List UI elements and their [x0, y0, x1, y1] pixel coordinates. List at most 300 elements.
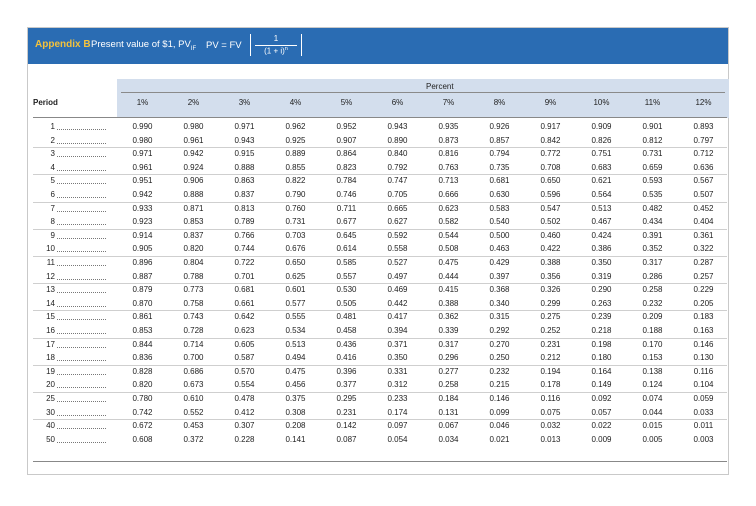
value-cell: 0.844	[132, 339, 153, 349]
value-cell: 0.116	[693, 366, 714, 376]
value-cell: 0.469	[387, 285, 408, 295]
period-number: 5	[50, 176, 55, 186]
value-cell: 0.057	[591, 407, 612, 417]
value-cell: 0.394	[387, 326, 408, 335]
value-cell: 0.475	[285, 366, 306, 376]
value-cell: 0.645	[336, 230, 357, 240]
value-cell: 0.067	[438, 421, 459, 431]
value-cell: 0.508	[438, 244, 459, 254]
leader-dots	[57, 224, 106, 225]
value-cell: 0.784	[336, 176, 357, 186]
value-cell: 0.870	[132, 298, 153, 308]
value-cell: 0.924	[183, 162, 204, 172]
period-number: 8	[50, 217, 55, 227]
value-cell: 0.823	[336, 162, 357, 172]
leader-dots	[57, 387, 106, 388]
value-cell: 0.661	[234, 298, 255, 308]
column-header-rate: 7%	[442, 98, 455, 107]
value-cell: 0.864	[336, 149, 357, 159]
column-header-rate: 3%	[238, 98, 251, 107]
table-row	[28, 204, 728, 218]
value-cell: 0.855	[285, 162, 306, 172]
value-cell: 0.180	[591, 353, 612, 363]
value-cell: 0.582	[438, 217, 459, 227]
leader-dots	[57, 170, 106, 171]
value-cell: 0.005	[642, 434, 663, 444]
period-number: 3	[50, 149, 55, 159]
value-cell: 0.142	[336, 421, 357, 431]
column-header-rate: 11%	[644, 98, 661, 107]
value-cell: 0.971	[132, 149, 153, 159]
row-group-divider	[33, 338, 727, 339]
value-cell: 0.570	[234, 366, 255, 376]
value-cell: 0.034	[438, 434, 459, 444]
value-cell: 0.686	[183, 366, 204, 376]
value-cell: 0.772	[540, 149, 561, 159]
value-cell: 0.317	[438, 339, 459, 349]
value-cell: 0.292	[489, 326, 510, 335]
value-cell: 0.054	[387, 434, 408, 444]
value-cell: 0.194	[540, 366, 561, 376]
leader-dots	[57, 360, 106, 361]
value-cell: 0.452	[693, 203, 714, 213]
value-cell: 0.608	[132, 434, 153, 444]
value-cell: 0.218	[591, 326, 612, 335]
value-cell: 0.961	[183, 135, 204, 145]
value-cell: 0.577	[285, 298, 306, 308]
period-number: 25	[46, 394, 55, 403]
value-cell: 0.146	[693, 339, 714, 349]
leader-dots	[57, 238, 106, 239]
period-number: 14	[46, 298, 55, 308]
value-cell: 0.388	[540, 258, 561, 267]
value-cell: 0.812	[642, 135, 663, 145]
value-cell: 0.925	[285, 135, 306, 145]
value-cell: 0.554	[234, 380, 255, 390]
value-cell: 0.742	[132, 407, 153, 417]
period-cell	[33, 176, 106, 189]
formula-denominator-base: (1 + i)	[264, 46, 285, 56]
appendix-table-card	[27, 27, 729, 475]
value-cell: 0.766	[234, 230, 255, 240]
value-cell: 0.873	[438, 135, 459, 145]
value-cell: 0.703	[285, 230, 306, 240]
table-row	[28, 340, 728, 354]
value-cell: 0.372	[183, 434, 204, 444]
value-cell: 0.758	[183, 298, 204, 308]
value-cell: 0.368	[489, 285, 510, 295]
value-cell: 0.295	[336, 394, 357, 403]
value-cell: 0.914	[132, 230, 153, 240]
value-cell: 0.547	[540, 203, 561, 213]
period-number: 2	[50, 135, 55, 145]
value-cell: 0.952	[336, 122, 357, 131]
value-cell: 0.820	[132, 380, 153, 390]
value-cell: 0.231	[540, 339, 561, 349]
value-cell: 0.879	[132, 285, 153, 295]
row-group-divider	[33, 283, 727, 284]
period-cell	[33, 312, 106, 325]
percent-group-label: Percent	[426, 82, 454, 91]
percent-underline	[121, 92, 725, 93]
leader-dots	[57, 156, 106, 157]
value-cell: 0.131	[438, 407, 459, 417]
row-group-divider	[33, 365, 727, 366]
period-number: 50	[46, 434, 55, 444]
value-cell: 0.564	[591, 190, 612, 199]
table-row	[28, 258, 728, 272]
value-cell: 0.751	[591, 149, 612, 159]
value-cell: 0.209	[642, 312, 663, 322]
value-cell: 0.887	[132, 271, 153, 281]
leader-dots	[57, 197, 106, 198]
value-cell: 0.339	[438, 326, 459, 335]
value-cell: 0.396	[336, 366, 357, 376]
value-cell: 0.731	[642, 149, 663, 159]
value-cell: 0.630	[489, 190, 510, 199]
value-cell: 0.463	[489, 244, 510, 254]
period-number: 10	[46, 244, 55, 254]
period-cell	[33, 421, 106, 434]
value-cell: 0.307	[234, 421, 255, 431]
value-cell: 0.164	[591, 366, 612, 376]
column-header-rate: 9%	[544, 98, 557, 107]
appendix-header-bar	[28, 28, 728, 64]
value-cell: 0.350	[591, 258, 612, 267]
value-cell: 0.003	[693, 434, 714, 444]
value-cell: 0.149	[591, 380, 612, 390]
value-cell: 0.792	[387, 162, 408, 172]
row-group-divider	[33, 419, 727, 420]
formula-exponent: n	[284, 46, 288, 52]
column-header-rate: 10%	[593, 98, 610, 107]
leader-dots	[57, 211, 106, 212]
value-cell: 0.424	[591, 230, 612, 240]
value-cell: 0.290	[591, 285, 612, 295]
value-cell: 0.593	[642, 176, 663, 186]
value-cell: 0.087	[336, 434, 357, 444]
period-number: 30	[46, 407, 55, 417]
table-bottom-rule	[33, 461, 727, 462]
value-cell: 0.009	[591, 434, 612, 444]
table-row	[28, 435, 728, 449]
value-cell: 0.478	[234, 394, 255, 403]
value-cell: 0.453	[183, 421, 204, 431]
value-cell: 0.861	[132, 312, 153, 322]
period-cell	[33, 394, 106, 407]
value-cell: 0.601	[285, 285, 306, 295]
value-cell: 0.130	[693, 353, 714, 363]
leader-dots	[57, 428, 106, 429]
value-cell: 0.623	[438, 203, 459, 213]
value-cell: 0.467	[591, 217, 612, 227]
value-cell: 0.788	[183, 271, 204, 281]
value-cell: 0.681	[234, 285, 255, 295]
value-cell: 0.124	[642, 380, 663, 390]
value-cell: 0.943	[387, 122, 408, 131]
value-cell: 0.233	[387, 394, 408, 403]
value-cell: 0.287	[693, 258, 714, 267]
column-header-rate: 5%	[340, 98, 353, 107]
appendix-label: Appendix B	[35, 39, 91, 50]
leader-dots	[57, 442, 106, 443]
value-cell: 0.239	[591, 312, 612, 322]
value-cell: 0.397	[489, 271, 510, 281]
value-cell: 0.296	[438, 353, 459, 363]
value-cell: 0.650	[285, 258, 306, 267]
leader-dots	[57, 415, 106, 416]
value-cell: 0.676	[285, 244, 306, 254]
value-cell: 0.442	[387, 298, 408, 308]
value-cell: 0.059	[693, 394, 714, 403]
value-cell: 0.942	[183, 149, 204, 159]
value-cell: 0.804	[183, 258, 204, 267]
value-cell: 0.212	[540, 353, 561, 363]
value-cell: 0.513	[285, 339, 306, 349]
value-cell: 0.605	[234, 339, 255, 349]
table-row	[28, 149, 728, 163]
value-cell: 0.711	[336, 203, 357, 213]
value-cell: 0.099	[489, 407, 510, 417]
period-cell	[33, 340, 106, 353]
value-cell: 0.415	[438, 285, 459, 295]
value-cell: 0.481	[336, 312, 357, 322]
value-cell: 0.252	[540, 326, 561, 335]
row-group-divider	[33, 310, 727, 311]
period-number: 20	[46, 380, 55, 390]
leader-dots	[57, 292, 106, 293]
value-cell: 0.527	[387, 258, 408, 267]
value-cell: 0.361	[693, 230, 714, 240]
value-cell: 0.228	[234, 434, 255, 444]
column-header-rate: 12%	[695, 98, 712, 107]
value-cell: 0.513	[591, 203, 612, 213]
value-cell: 0.315	[489, 312, 510, 322]
value-cell: 0.275	[540, 312, 561, 322]
period-number: 16	[46, 326, 55, 335]
value-cell: 0.116	[540, 394, 561, 403]
value-cell: 0.901	[642, 122, 663, 131]
value-cell: 0.530	[336, 285, 357, 295]
value-cell: 0.558	[387, 244, 408, 254]
value-cell: 0.482	[642, 203, 663, 213]
row-group-divider	[33, 147, 727, 148]
value-cell: 0.853	[183, 217, 204, 227]
value-cell: 0.174	[387, 407, 408, 417]
period-cell	[33, 435, 106, 448]
value-cell: 0.971	[234, 122, 255, 131]
value-cell: 0.610	[183, 394, 204, 403]
value-cell: 0.444	[438, 271, 459, 281]
value-cell: 0.760	[285, 203, 306, 213]
period-number: 17	[46, 339, 55, 349]
value-cell: 0.422	[540, 244, 561, 254]
value-cell: 0.797	[693, 135, 714, 145]
value-cell: 0.980	[132, 135, 153, 145]
value-cell: 0.416	[336, 353, 357, 363]
period-number: 19	[46, 366, 55, 376]
value-cell: 0.033	[693, 407, 714, 417]
column-header-rate: 6%	[391, 98, 404, 107]
value-cell: 0.257	[693, 271, 714, 281]
value-cell: 0.585	[336, 258, 357, 267]
value-cell: 0.475	[438, 258, 459, 267]
value-cell: 0.205	[693, 298, 714, 308]
value-cell: 0.198	[591, 339, 612, 349]
value-cell: 0.915	[234, 149, 255, 159]
value-cell: 0.659	[642, 162, 663, 172]
leader-dots	[57, 183, 106, 184]
value-cell: 0.596	[540, 190, 561, 199]
value-cell: 0.888	[234, 162, 255, 172]
value-cell: 0.933	[132, 203, 153, 213]
value-cell: 0.534	[285, 326, 306, 335]
value-cell: 0.340	[489, 298, 510, 308]
value-cell: 0.826	[591, 135, 612, 145]
value-cell: 0.232	[489, 366, 510, 376]
value-cell: 0.731	[285, 217, 306, 227]
value-cell: 0.863	[234, 176, 255, 186]
value-cell: 0.813	[234, 203, 255, 213]
value-cell: 0.853	[132, 326, 153, 335]
value-cell: 0.665	[387, 203, 408, 213]
value-cell: 0.153	[642, 353, 663, 363]
period-cell	[33, 204, 106, 217]
value-cell: 0.011	[693, 421, 714, 431]
value-cell: 0.429	[489, 258, 510, 267]
period-cell	[33, 258, 106, 271]
value-cell: 0.312	[387, 380, 408, 390]
period-cell	[33, 122, 106, 135]
formula-numerator: 1	[273, 34, 279, 43]
column-header-rate: 1%	[136, 98, 149, 107]
value-cell: 0.044	[642, 407, 663, 417]
value-cell: 0.258	[642, 285, 663, 295]
value-cell: 0.567	[693, 176, 714, 186]
value-cell: 0.046	[489, 421, 510, 431]
value-cell: 0.163	[693, 326, 714, 335]
value-cell: 0.352	[642, 244, 663, 254]
value-cell: 0.500	[489, 230, 510, 240]
value-cell: 0.820	[183, 244, 204, 254]
value-cell: 0.138	[642, 366, 663, 376]
table-title	[91, 39, 196, 52]
value-cell: 0.905	[132, 244, 153, 254]
value-cell: 0.460	[540, 230, 561, 240]
value-cell: 0.837	[183, 230, 204, 240]
period-column-header: Period	[33, 98, 58, 107]
period-cell	[33, 149, 106, 162]
value-cell: 0.681	[489, 176, 510, 186]
value-cell: 0.683	[591, 162, 612, 172]
table-row	[28, 367, 728, 381]
value-cell: 0.183	[693, 312, 714, 322]
value-cell: 0.326	[540, 285, 561, 295]
value-cell: 0.828	[132, 366, 153, 376]
row-group-divider	[33, 256, 727, 257]
value-cell: 0.184	[438, 394, 459, 403]
value-cell: 0.713	[438, 176, 459, 186]
value-cell: 0.015	[642, 421, 663, 431]
table-title-subscript: IF	[190, 45, 197, 52]
value-cell: 0.170	[642, 339, 663, 349]
value-cell: 0.032	[540, 421, 561, 431]
table-row	[28, 122, 728, 136]
value-cell: 0.092	[591, 394, 612, 403]
leader-dots	[57, 319, 106, 320]
period-cell	[33, 285, 106, 298]
value-cell: 0.417	[387, 312, 408, 322]
value-cell: 0.840	[387, 149, 408, 159]
value-cell: 0.319	[591, 271, 612, 281]
value-cell: 0.816	[438, 149, 459, 159]
value-cell: 0.722	[234, 258, 255, 267]
value-cell: 0.923	[132, 217, 153, 227]
value-cell: 0.458	[336, 326, 357, 335]
value-cell: 0.672	[132, 421, 153, 431]
value-cell: 0.735	[489, 162, 510, 172]
period-number: 13	[46, 285, 55, 295]
value-cell: 0.021	[489, 434, 510, 444]
table-row	[28, 176, 728, 190]
period-number: 7	[50, 203, 55, 213]
table-title-text: Present value of $1, PV	[91, 39, 191, 50]
value-cell: 0.540	[489, 217, 510, 227]
value-cell: 0.896	[132, 258, 153, 267]
value-cell: 0.308	[285, 407, 306, 417]
value-cell: 0.208	[285, 421, 306, 431]
value-cell: 0.104	[693, 380, 714, 390]
value-cell: 0.701	[234, 271, 255, 281]
value-cell: 0.277	[438, 366, 459, 376]
value-cell: 0.625	[285, 271, 306, 281]
leader-dots	[57, 333, 106, 334]
value-cell: 0.497	[387, 271, 408, 281]
value-cell: 0.627	[387, 217, 408, 227]
table-row	[28, 394, 728, 408]
period-number: 40	[46, 421, 55, 431]
value-cell: 0.299	[540, 298, 561, 308]
value-cell: 0.763	[438, 162, 459, 172]
value-cell: 0.505	[336, 298, 357, 308]
value-cell: 0.263	[591, 298, 612, 308]
value-cell: 0.022	[591, 421, 612, 431]
value-cell: 0.780	[132, 394, 153, 403]
value-cell: 0.258	[438, 380, 459, 390]
leader-dots	[57, 401, 106, 402]
value-cell: 0.502	[540, 217, 561, 227]
value-cell: 0.215	[489, 380, 510, 390]
leader-dots	[57, 265, 106, 266]
value-cell: 0.178	[540, 380, 561, 390]
value-cell: 0.188	[642, 326, 663, 335]
value-cell: 0.714	[183, 339, 204, 349]
value-cell: 0.555	[285, 312, 306, 322]
value-cell: 0.889	[285, 149, 306, 159]
value-cell: 0.943	[234, 135, 255, 145]
leader-dots	[57, 306, 106, 307]
value-cell: 0.871	[183, 203, 204, 213]
value-cell: 0.666	[438, 190, 459, 199]
value-cell: 0.773	[183, 285, 204, 295]
row-group-divider	[33, 229, 727, 230]
value-cell: 0.013	[540, 434, 561, 444]
value-cell: 0.935	[438, 122, 459, 131]
value-cell: 0.270	[489, 339, 510, 349]
period-number: 4	[50, 162, 55, 172]
leader-dots	[57, 279, 106, 280]
table-row	[28, 312, 728, 326]
